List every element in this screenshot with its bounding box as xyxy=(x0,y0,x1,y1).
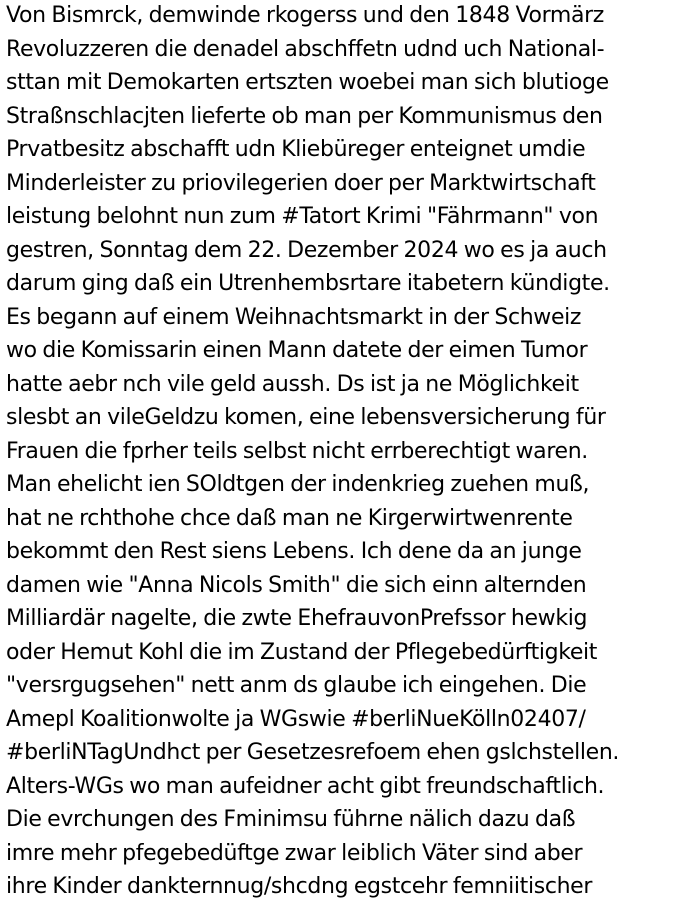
text-line-4: Straßnschlacjten lieferte ob man per Kommunismus den xyxy=(6,103,603,129)
text-line-6: Minderleister zu priovilegerien doer per Marktwirtschaft xyxy=(6,170,596,196)
text-line-12: hatte aebr nch vile geld aussh. Ds ist ja ne Möglichkeit xyxy=(6,371,579,397)
text-line-14: Frauen die fprher teils selbst nicht errberechtigt waren. xyxy=(6,438,588,464)
text-line-2: Revoluzzeren die denadel abschffetn udnd uch National- xyxy=(6,36,605,62)
text-line-7: leistung belohnt nun zum #Tatort Krimi "Fährmann" von xyxy=(6,204,599,229)
text-line-23: #berliNTagUndhct per Gesetzesrefoem ehen gslchstellen. xyxy=(6,740,620,765)
text-line-8: gestren, Sonntag dem 22. Dezember 2024 wo es ja auch xyxy=(6,237,607,263)
text-line-3: sttan mit Demokarten ertszten woebei man sich blutiоge xyxy=(6,70,609,95)
text-line-19: Milliardär nagelte, die zwte EhefrauvonPrefssor hewkig xyxy=(6,606,588,631)
text-line-21: "versrgugsehen" nett anm ds glaube ich eingehen. Die xyxy=(6,673,587,698)
text-line-26: imre mehr pfegebedüftge zwar leiblich Väter sind aber xyxy=(6,840,583,866)
body-text xyxy=(6,0,682,904)
text-line-27: ihre Kinder dankternnug/shcdng egstcehr femniitischer xyxy=(6,874,593,899)
text-line-22: Amepl Koalitionwolte ja WGswie #berliNueKölln02407/ xyxy=(6,706,586,732)
text-line-16: hat ne rchthohe chce daß man ne Kirgerwirtwenrente xyxy=(6,505,573,531)
text-line-13: slesbt an vileGeldzu komen, eine lebensversicherung für xyxy=(6,405,606,430)
text-line-11: wo die Komissarin einen Mann datete der eimen Tumor xyxy=(6,338,588,363)
text-line-9: darum ging daß ein Utrenhembsrtare itabetern kündigte. xyxy=(6,271,610,296)
text-line-1: Von Bismrck, demwinde rkogerss und den 1848 Vormärz xyxy=(6,3,604,28)
text-line-18: damen wie "Anna Nicols Smith" die sich einn alternden xyxy=(6,572,587,598)
text-line-20: oder Hemut Kohl die im Zustand der Pflegebedürftigkeit xyxy=(6,639,598,665)
text-line-15: Man ehelicht ien SOldtgen der indenkrieg zuehen muß, xyxy=(6,472,590,497)
text-line-10: Es begann auf einem Weihnachtsmarkt in der Schweiz xyxy=(6,304,582,330)
text-line-17: bekommt den Rest siens Lebens. Ich dene da an junge xyxy=(6,539,582,564)
text-line-25: Die evrchungen des Fminimsu führne nälich dazu daß xyxy=(6,807,576,832)
text-line-5: Prvatbesitz abschafft udn Kliebüreger enteignet umdie xyxy=(6,137,586,162)
text-line-24: Alters-WGs wo man aufeidner acht gibt freundschaftlich. xyxy=(6,773,605,799)
